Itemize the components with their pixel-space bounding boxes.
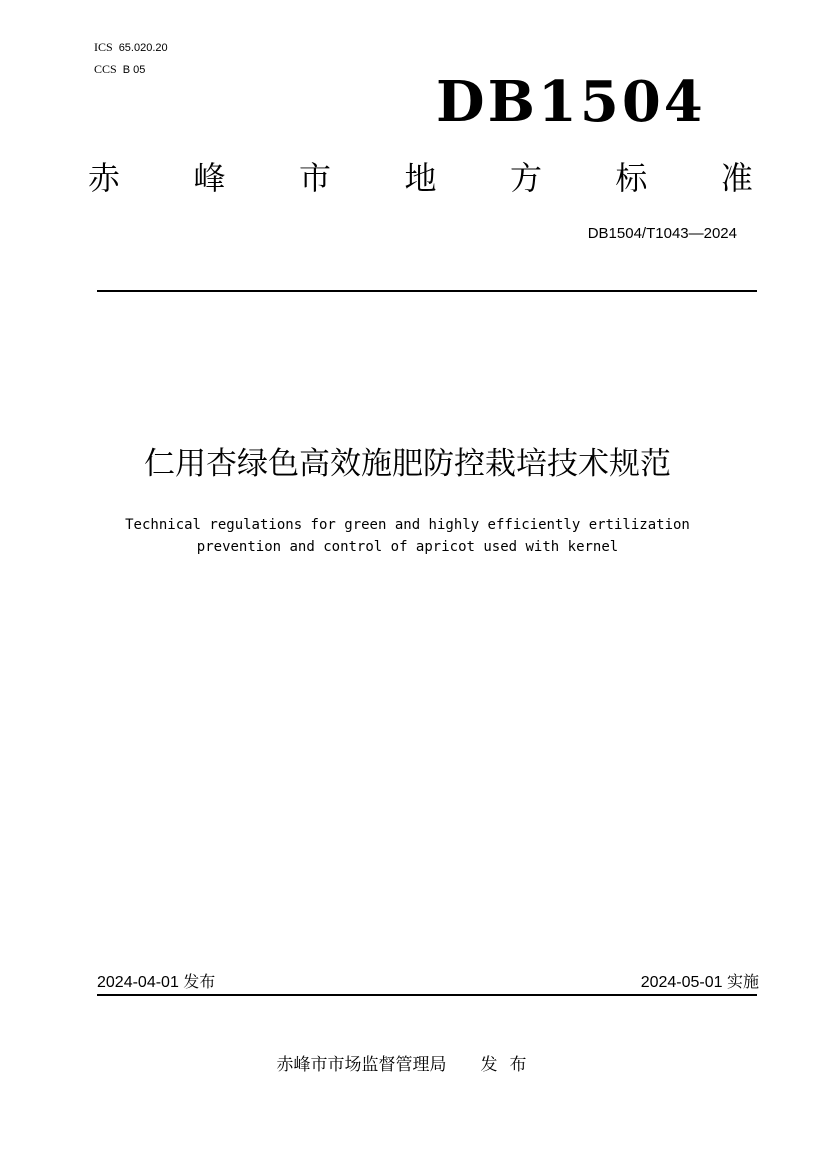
standard-type-char: 方 (509, 159, 542, 197)
publisher-action: 发布 (480, 1055, 539, 1075)
standard-type-char: 市 (298, 159, 331, 197)
document-title-en-line: Technical regulations for green and highly efficiently ertilization (125, 517, 690, 533)
standard-type-char: 标 (615, 159, 648, 197)
ics-value: 65.020.20 (118, 42, 168, 54)
standard-type-char: 峰 (193, 159, 226, 197)
implement-date: 2024-05-01 实施 (640, 974, 759, 991)
ccs-code (94, 62, 145, 77)
ics-code (94, 40, 168, 55)
standard-type-char: 准 (720, 159, 753, 197)
header-divider (97, 290, 757, 292)
document-title-en-line: prevention and control of apricot used with kernel (196, 539, 619, 555)
standard-number: DB1504/T1043—2024 (587, 225, 737, 242)
standard-mark: DB1504 (436, 69, 706, 135)
ccs-value: B 05 (122, 64, 146, 76)
footer-divider (97, 994, 757, 996)
standard-type-char: 赤 (88, 159, 121, 197)
ics-label: ICS (94, 40, 113, 54)
publisher-name: 赤峰市市场监督管理局 (276, 1055, 447, 1075)
standard-type-char: 地 (404, 159, 437, 197)
standard-type-heading (88, 156, 753, 200)
document-title-cn: 仁用杏绿色高效施肥防控栽培技术规范 (144, 446, 671, 482)
document-title-en (0, 514, 815, 558)
release-date: 2024-04-01 发布 (97, 974, 216, 991)
ccs-label: CCS (94, 62, 117, 76)
publisher-line (0, 1053, 815, 1077)
